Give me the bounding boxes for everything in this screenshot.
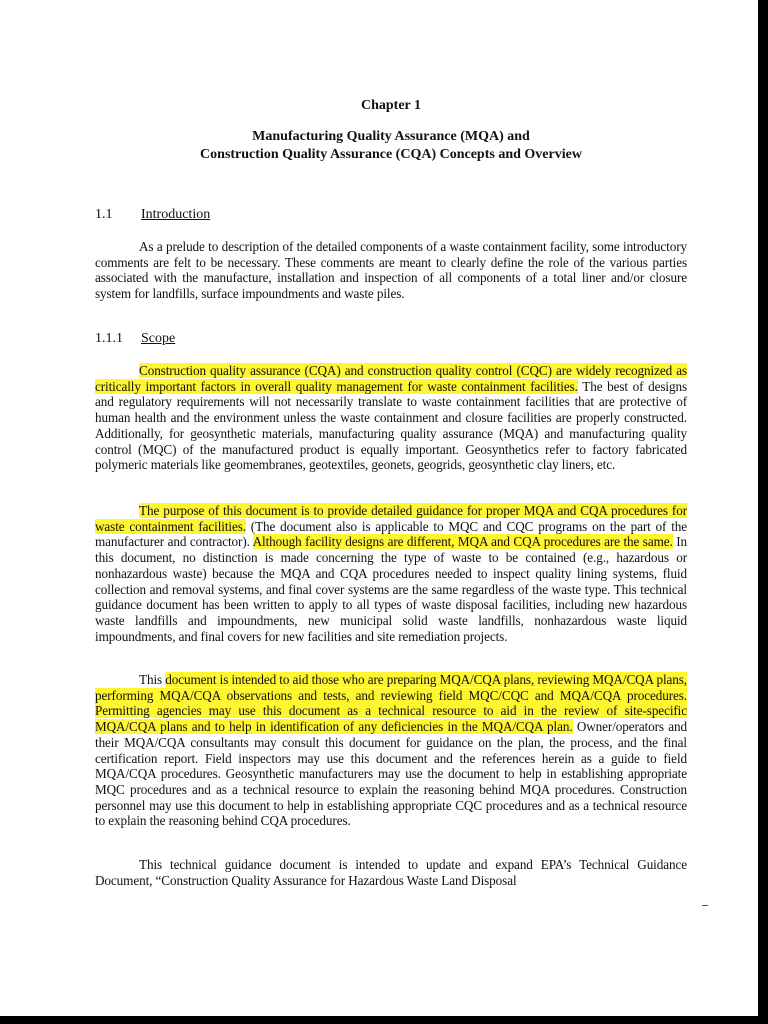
paragraph-introduction — [95, 239, 687, 302]
document-title-line-2: Construction Quality Assurance (CQA) Concepts and Overview — [200, 147, 582, 162]
highlighted-text: Although facility designs are different, MQA and CQA procedures are the same. — [252, 534, 673, 550]
paragraph-text: (The document also is applicable to MQC and CQC programs on the part of the manufacturer and contractor). — [95, 518, 688, 550]
highlighted-text: The purpose of this document is to provide detailed guidance for proper MQA and CQA procedures for waste containment facilities. — [95, 503, 687, 534]
paragraph-text: The best of designs and regulatory requirements will not necessarily translate to waste containment facilities that are protective of human health and the environment unless the waste containment and closure facilities are properly constructed. Additionally, for geosynthetic materials, manufacturing quality assurance (MQA) and manufacturing quality control (MQC) of the manufactured product is equally important. Geosynthetics refer to factory fabricated polymeric materials like geomembranes, geotextiles, geonets, geogrids, geosynthetic clay liners, etc. — [95, 378, 687, 473]
paragraph-text: In this document, no distinction is made concerning the type of waste to be contained (e.g., hazardous or nonhazardous waste) because the MQA and CQA procedures needed to inspect quality lining systems, fluid collection and removal systems, and final cover systems are the same regardless of the waste type. This technical guidance document has been written to apply to all types of waste disposal facilities, including new hazardous waste landfills and impoundments, new municipal solid waste landfills, nonhazardous waste liquid impoundments, and final covers for new facilities and site remediation projects. — [95, 534, 687, 644]
document-title — [95, 128, 687, 164]
section-number: 1.1 — [95, 207, 113, 222]
section-heading-introduction — [95, 207, 210, 223]
paragraph-text: This — [139, 672, 166, 687]
section-title: Scope — [141, 331, 176, 346]
section-number: 1.1.1 — [95, 331, 123, 346]
paragraph-text: Owner/operators and their MQA/CQA consultants may consult this document for guidance on the plan, the process, and the final certification report. Field inspectors may use this document and the references herein as a guide to field MQA/CQA procedures. Geosynthetic manufacturers may use the document to help in establishing appropriate MQC procedures and as a technical resource to explain the reasoning behind MQA procedures. Construction personnel may use this document to help in establishing appropriate CQC procedures and as a technical resource to explain the reasoning behind CQA procedures. — [95, 719, 687, 829]
paragraph-scope-2 — [95, 503, 687, 644]
scan-mark — [702, 905, 708, 906]
highlighted-text: Construction quality assurance (CQA) and construction quality control (CQC) are widely recognized as critically important factors in overall quality management for waste containment facilities. — [95, 363, 687, 394]
paragraph-text: This technical guidance document is intended to update and expand EPA’s Technical Guidance Document, “Construction Quality Assurance for Hazardous Waste Land Disposal — [95, 857, 687, 888]
paragraph-text: As a prelude to description of the detailed components of a waste containment facility, some introductory comments are felt to be necessary. These comments are meant to clearly define the role of the various parties associated with the manufacture, installation and inspection of all components of a total liner and/or closure system for landfills, surface impoundments and waste piles. — [95, 239, 687, 302]
chapter-heading: Chapter 1 — [360, 98, 422, 113]
scan-border-bottom — [0, 1016, 768, 1024]
scan-border-right — [758, 0, 768, 1024]
document-title-line-1: Manufacturing Quality Assurance (MQA) and — [252, 129, 530, 144]
section-heading-scope — [95, 331, 175, 347]
paragraph-scope-3 — [95, 672, 687, 829]
paragraph-scope-1 — [95, 363, 687, 473]
section-title: Introduction — [141, 207, 211, 222]
paragraph-scope-4 — [95, 857, 687, 888]
highlighted-text: document is intended to aid those who are preparing MQA/CQA plans, reviewing MQA/CQA plans, performing MQA/CQA observations and tests, and reviewing field MQC/CQC and MQA/CQA procedures. Permitting agencies may use this document as a technical resource to aid in the review of site-specific MQA/CQA plans and to help in identification of any deficiencies in the MQA/CQA plan. — [95, 672, 687, 735]
